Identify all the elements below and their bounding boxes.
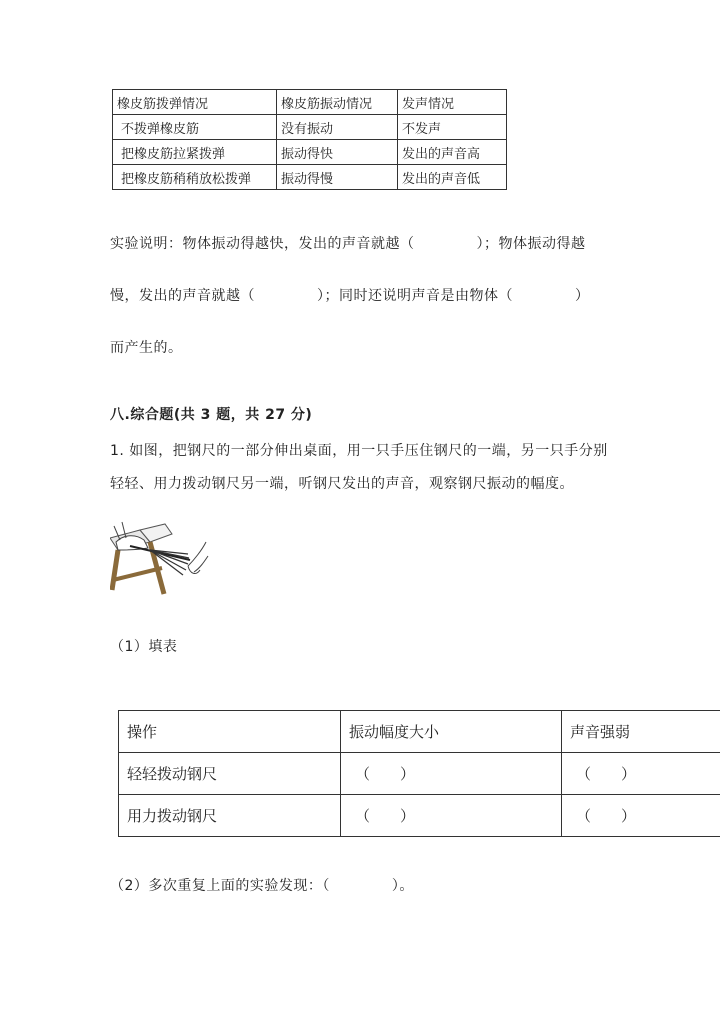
question-text: 1. 如图，把钢尺的一部分伸出桌面，用一只手压住钢尺的一端，另一只手分别 [110,443,608,459]
answer-cell[interactable]: （ ） [562,753,720,795]
table-cell: 不拨弹橡皮筋 [113,115,277,140]
rubber-band-table [112,89,507,190]
explanation-text: 实验说明：物体振动得越快，发出的声音就越（ [110,236,415,252]
explanation-text: ）；物体振动得越 [476,236,586,252]
subquestion-text: （2）多次重复上面的实验发现：（ [110,878,330,894]
subquestion-2 [110,876,414,896]
ruler-table [118,710,720,837]
table-cell: 用力拨动钢尺 [119,795,341,837]
explanation-line-2 [110,286,590,306]
question-text: 轻轻、用力拨动钢尺另一端，听钢尺发出的声音，观察钢尺振动的幅度。 [110,476,574,492]
table-header-cell: 橡皮筋振动情况 [277,90,398,115]
subquestion-text: ）。 [391,878,414,894]
table-cell: 把橡皮筋稍稍放松拨弹 [113,165,277,190]
table-header-row [119,711,720,753]
explanation-text: 慢，发出的声音就越（ [110,288,255,304]
table-cell: 没有振动 [277,115,398,140]
explanation-text: ） [575,288,590,304]
table-header-row [113,90,507,115]
answer-cell[interactable]: （ ） [341,795,562,837]
explanation-text: ）；同时还说明声音是由物体（ [317,288,513,304]
answer-cell[interactable]: （ ） [341,753,562,795]
explanation-line-1 [110,234,586,254]
explanation-line-3: 而产生的。 [110,340,183,356]
table-cell: 发出的声音高 [398,140,507,165]
section-heading: 八.综合题(共 3 题，共 27 分) [110,407,313,423]
table-cell: 把橡皮筋拉紧拨弹 [113,140,277,165]
table-cell: 轻轻拨动钢尺 [119,753,341,795]
table-header-cell: 声音强弱 [562,711,720,753]
subquestion-label: （1）填表 [110,639,178,655]
table-header-cell: 操作 [119,711,341,753]
table-row [119,795,720,837]
table-cell: 振动得慢 [277,165,398,190]
table-header-cell: 振动幅度大小 [341,711,562,753]
table-row [113,140,507,165]
table-header-cell: 橡皮筋拨弹情况 [113,90,277,115]
table-row [113,115,507,140]
answer-cell[interactable]: （ ） [562,795,720,837]
table-cell: 不发声 [398,115,507,140]
table-row [119,753,720,795]
ruler-experiment-figure [110,520,210,598]
table-cell: 发出的声音低 [398,165,507,190]
table-cell: 振动得快 [277,140,398,165]
table-row [113,165,507,190]
table-header-cell: 发声情况 [398,90,507,115]
